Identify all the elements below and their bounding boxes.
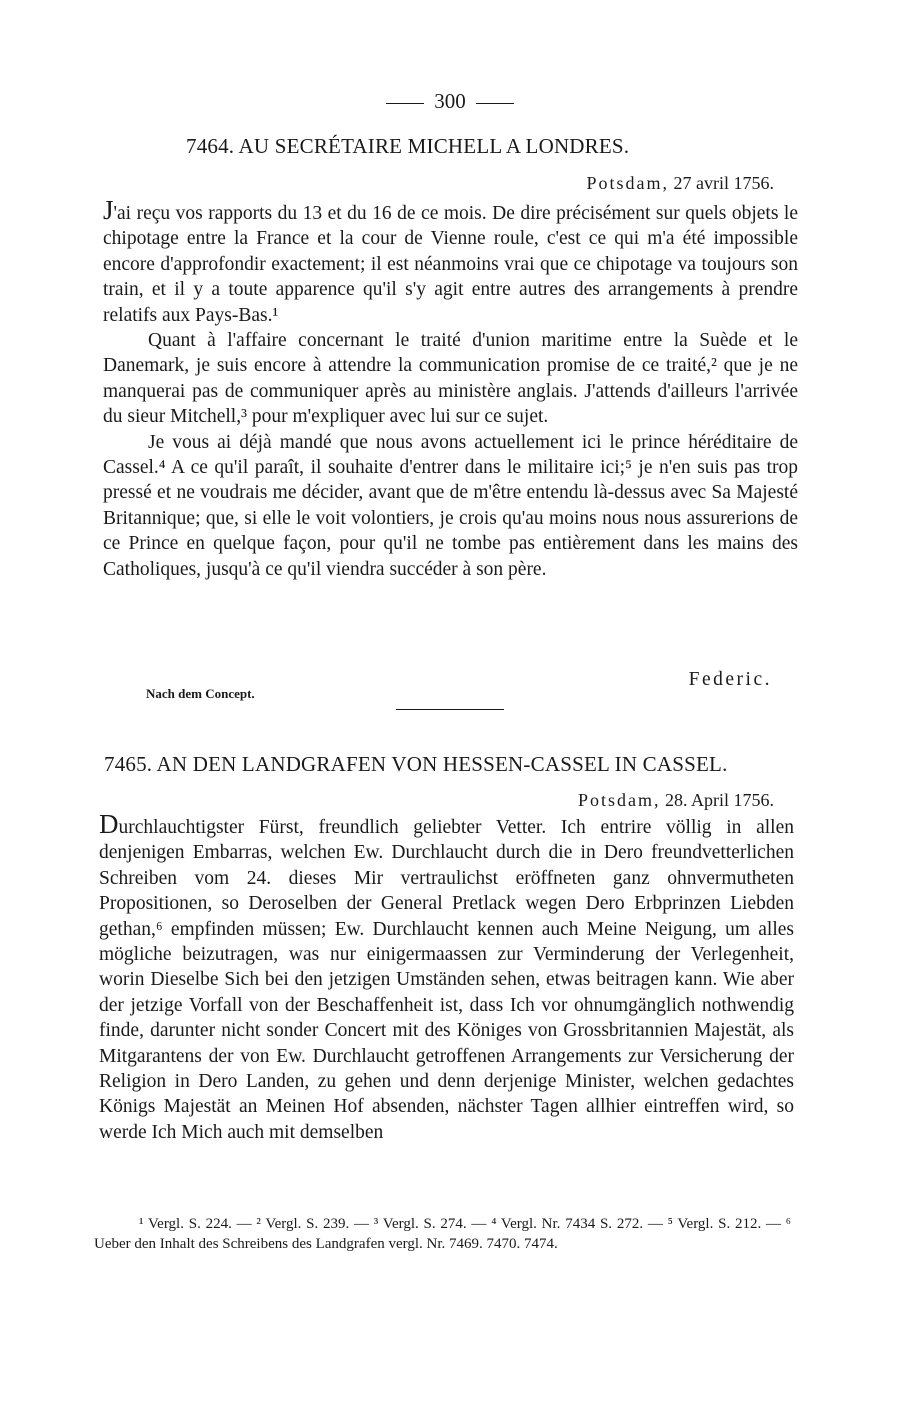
section-divider <box>396 709 504 710</box>
letter-2-date-place: Potsdam, <box>577 790 661 810</box>
letter-1-date-place: Potsdam, <box>586 173 669 193</box>
letter-2-paragraph-1: Durchlauchtigster Fürst, freundlich geliebter Vetter. Ich entrire völlig in allen denjenigen Embarras, welchen Ew. Durchlaucht durch die in Dero freundvetterlichen Schreiben vom 24. dieses Mir vertraulichst eröffneten ganz ohnvermutheten Propositionen, so Deroselben der General Pretlack wegen Dero Erbprinzen Liebden gethan,⁶ empfinden müssen; Ew. Durchlaucht kennen auch Meine Neigung, um alles mögliche beizutragen, was nur einigermaassen zur Verminderung der Verlegenheit, worin Dieselbe Sich bei den jetzigen Umständen sehen, etwas beitragen kann. Wie aber der jetzige Vorfall von der Beschaffenheit ist, dass Ich vor ohnumgänglich nothwendig finde, darunter nicht sonder Concert mit des Königes von Grossbritannien Majestät, als Mitgarantens der von Ew. Durchlaucht getroffenen Arrangements zur Versicherung der Religion in Dero Landen, zu gehen und denn derjenige Minister, welchen gedachtes Königs Majestät an Meinen Hof absenden, nächster Tagen allhier eintreffen wird, so werde Ich Mich auch mit demselben <box>99 809 794 1143</box>
letter-2-dropcap: D <box>99 809 119 839</box>
page-number-dash-right <box>476 103 514 104</box>
letter-1-signature: Federic. <box>688 669 772 690</box>
letter-1-paragraph-3: Je vous ai déjà mandé que nous avons actuellement ici le prince héréditaire de Cassel.⁴ A ce qu'il paraît, il souhaite d'entrer dans le militaire ici;⁵ je n'en suis pas trop pressé et ne voudrais me décider, avant que de m'être entendu là-dessus avec Sa Majesté Britannique; que, si elle le voit volontiers, je crois qu'au moins nous nous assurerions de ce Prince en quelque façon, pour qu'il ne tombe pas entièrement dans les mains des Catholiques, jusqu'à ce qu'il viendra succéder à son père. <box>103 431 798 580</box>
letter-2-heading: 7465. AN DEN LANDGRAFEN VON HESSEN-CASSEL IN CASSEL. <box>104 752 728 776</box>
letter-1-source-note: Nach dem Concept. <box>146 686 255 701</box>
letter-1-paragraph-1: J'ai reçu vos rapports du 13 et du 16 de ce mois. De dire précisément sur quels objets le chipotage entre la France et la cour de Vienne roule, c'est ce qui m'a été impossible encore d'approfondir exactement; il est néanmoins vrai que ce chipotage va toujours son train, et il y a toute apparence qu'il s'y agit entre autres des arrangements à prendre relatifs aux Pays-Bas.¹ <box>103 195 798 326</box>
letter-2-date: 28. April 1756. <box>664 790 774 810</box>
footnotes-text: ¹ Vergl. S. 224. — ² Vergl. S. 239. — ³ Vergl. S. 274. — ⁴ Vergl. Nr. 7434 S. 272. — ⁵ Vergl. S. 212. — ⁶ Ueber den Inhalt des Schreibens des Landgrafen vergl. Nr. 7469. 7470. 7474. <box>94 1216 791 1252</box>
letter-1-paragraph-2: Quant à l'affaire concernant le traité d'union maritime entre la Suède et le Danemark, je suis encore à attendre la communication promise de ce traité,² que je ne manquerai pas de communiquer après au ministère anglais. J'attends d'ailleurs l'arrivée du sieur Mitchell,³ pour m'expliquer avec lui sur ce sujet. <box>103 330 798 428</box>
letter-1-dropcap: J <box>103 195 114 225</box>
letter-1-dateline <box>586 172 774 194</box>
letter-1-body <box>103 195 798 582</box>
page-number-dash-left <box>386 103 424 104</box>
letter-2-body <box>99 809 794 1145</box>
page-number <box>0 88 900 114</box>
letter-1-heading: 7464. AU SECRÉTAIRE MICHELL A LONDRES. <box>186 134 630 158</box>
letter-2-dateline <box>578 789 774 811</box>
footnotes <box>94 1214 791 1254</box>
page-number-text: 300 <box>434 89 466 113</box>
letter-1-date: 27 avril 1756. <box>673 173 774 193</box>
